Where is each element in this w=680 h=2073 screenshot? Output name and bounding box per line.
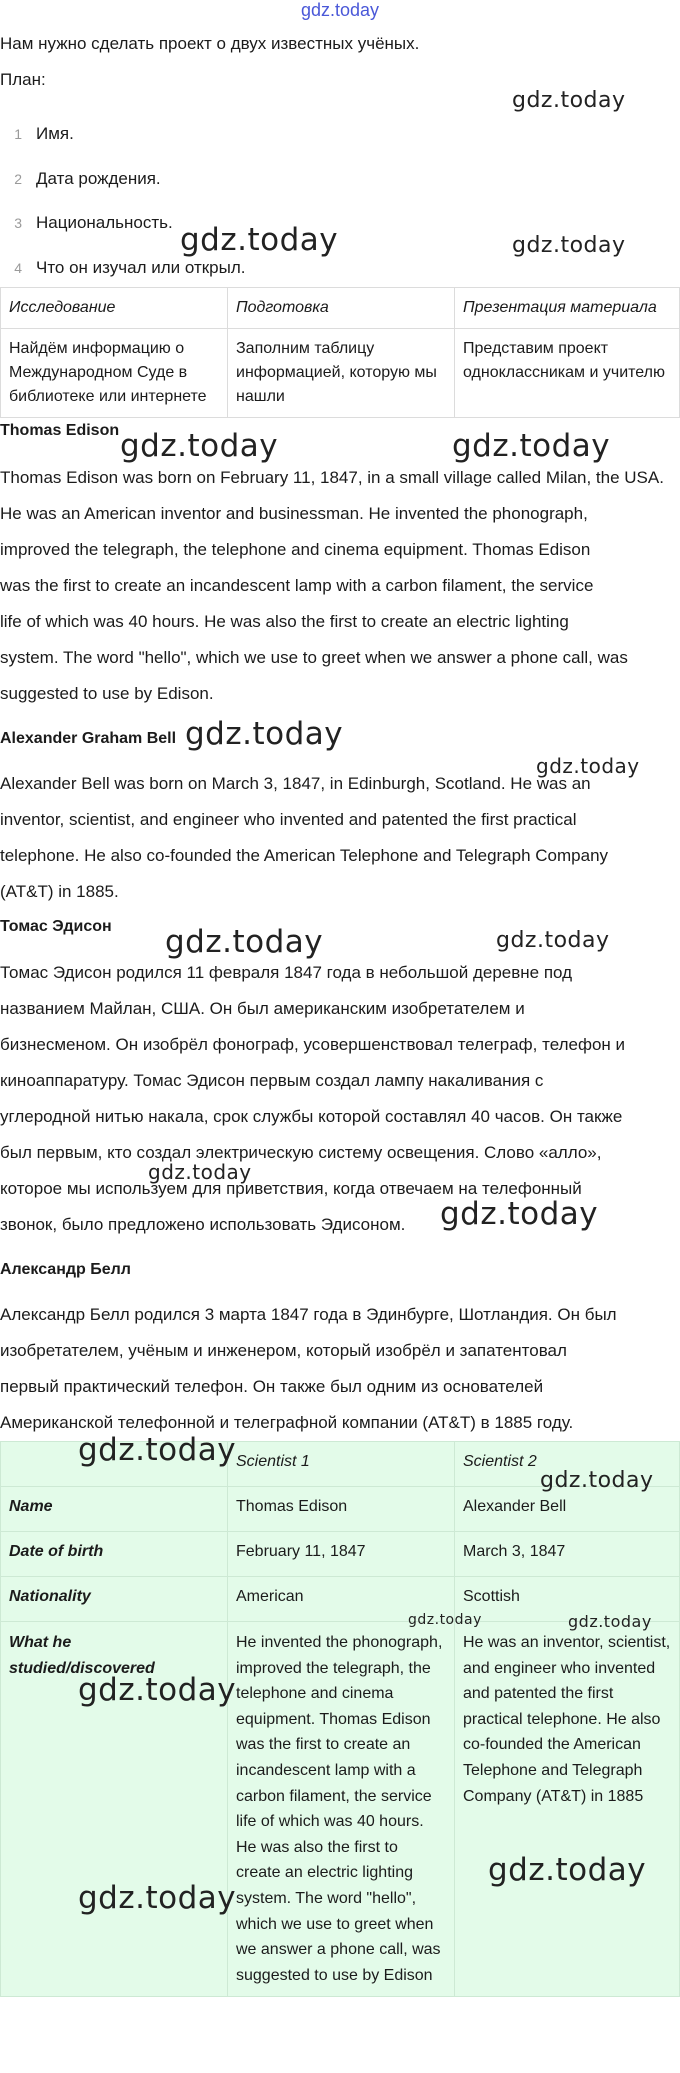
list-text: Национальность. bbox=[36, 213, 173, 232]
list-text: Имя. bbox=[36, 124, 74, 143]
text-line: He was an American inventor and businessman. He invented the phonograph, bbox=[0, 504, 588, 523]
plan-label: План: bbox=[0, 70, 46, 89]
table-key-cell: Name bbox=[1, 1487, 228, 1532]
table-key-cell: Nationality bbox=[1, 1577, 228, 1622]
text-line: inventor, scientist, and engineer who invented and patented the first practical bbox=[0, 810, 577, 829]
table-cell: Представим проект одноклассникам и учителю bbox=[455, 329, 680, 418]
watermark: gdz.today bbox=[496, 928, 610, 953]
watermark: gdz.today bbox=[148, 1160, 252, 1184]
text-line: Thomas Edison was born on February 11, 1847, in a small village called Milan, the USA. bbox=[0, 468, 664, 487]
table-header-cell: Презентация материала bbox=[455, 288, 680, 329]
section-heading-bell-en: Alexander Graham Bell bbox=[0, 730, 177, 747]
text-line: бизнесменом. Он изобрёл фонограф, усовершенствовал телеграф, телефон и bbox=[0, 1035, 626, 1054]
text-line: изобретателем, учёным и инженером, который изобрёл и запатентовал bbox=[0, 1341, 567, 1360]
text-line: которое мы используем для приветствия, когда отвечаем на телефонный bbox=[0, 1179, 582, 1198]
watermark: gdz.today bbox=[165, 924, 324, 960]
watermark: gdz.today bbox=[408, 1612, 482, 1628]
table-cell: Найдём информацию о Международном Суде в библиотеке или интернете bbox=[1, 329, 228, 418]
watermark: gdz.today bbox=[78, 1432, 237, 1468]
table-cell: He was an inventor, scientist, and engineer who invented and patented the first practical telephone. He also co-founded the American Telephone and Telegraph Company (AT&T) in 1885 bbox=[455, 1622, 680, 1997]
table-cell: Заполним таблицу информацией, которую мы нашли bbox=[228, 329, 455, 418]
table-cell: Alexander Bell bbox=[455, 1487, 680, 1532]
table-row bbox=[1, 1532, 680, 1577]
table-cell: Scottish bbox=[455, 1577, 680, 1622]
watermark: gdz.today bbox=[78, 1672, 237, 1708]
text-line: киноаппаратуру. Томас Эдисон первым создал лампу накаливания с bbox=[0, 1071, 544, 1090]
watermark: gdz.today bbox=[568, 1612, 652, 1631]
text-line: был первым, кто создал электрическую систему освещения. Слово «алло», bbox=[0, 1143, 602, 1162]
list-text: Дата рождения. bbox=[36, 169, 161, 188]
table-header-cell: Scientist 1 bbox=[228, 1442, 455, 1487]
text-line: звонок, было предложено использовать Эдисоном. bbox=[0, 1215, 406, 1234]
list-number: 1 bbox=[14, 126, 22, 142]
watermark: gdz.today bbox=[488, 1852, 647, 1888]
list-text: Что он изучал или открыл. bbox=[36, 258, 246, 277]
watermark: gdz.today bbox=[536, 754, 640, 778]
table-cell: American bbox=[228, 1577, 455, 1622]
list-number: 3 bbox=[14, 215, 22, 231]
watermark: gdz.today bbox=[512, 233, 626, 258]
table-key-cell: What he studied/discovered bbox=[1, 1622, 228, 1997]
table-key-cell: Date of birth bbox=[1, 1532, 228, 1577]
text-line: suggested to use by Edison. bbox=[0, 684, 214, 703]
watermark: gdz.today bbox=[440, 1196, 599, 1232]
table-header-row bbox=[1, 288, 680, 329]
list-number: 2 bbox=[14, 171, 22, 187]
text-line: Александр Белл родился 3 марта 1847 года в Эдинбурге, Шотландия. Он был bbox=[0, 1305, 617, 1324]
table-row bbox=[1, 1487, 680, 1532]
text-line: improved the telegraph, the telephone and cinema equipment. Thomas Edison bbox=[0, 540, 591, 559]
watermark: gdz.today bbox=[180, 222, 339, 258]
table-header-cell: Исследование bbox=[1, 288, 228, 329]
list-item bbox=[0, 161, 161, 197]
table-cell: February 11, 1847 bbox=[228, 1532, 455, 1577]
text-line: Томас Эдисон родился 11 февраля 1847 года в небольшой деревне под bbox=[0, 963, 573, 982]
intro-text: Нам нужно сделать проект о двух известных учёных. bbox=[0, 34, 420, 53]
bell-en-paragraph bbox=[0, 766, 680, 910]
table-row bbox=[1, 329, 680, 418]
watermark: gdz.today bbox=[452, 428, 611, 464]
watermark: gdz.today bbox=[78, 1880, 237, 1916]
watermark: gdz.today bbox=[512, 88, 626, 113]
watermark: gdz.today bbox=[185, 716, 344, 752]
list-item bbox=[0, 205, 173, 241]
bell-ru-paragraph bbox=[0, 1297, 680, 1441]
table-header-cell: Подготовка bbox=[228, 288, 455, 329]
table-cell: He invented the phonograph, improved the telegraph, the telephone and cinema equipment. Thomas Edison was the first to create an incandescent lamp with a carbon filament, the service life of which was 40 hours. He was also the first to create an electric lighting system. The word "hello", which we use to greet when we answer a phone call, was suggested to use by Edison bbox=[228, 1622, 455, 1997]
watermark: gdz.today bbox=[540, 1468, 654, 1493]
watermark: gdz.today bbox=[120, 428, 279, 464]
text-line: названием Майлан, США. Он был американским изобретателем и bbox=[0, 999, 525, 1018]
text-line: system. The word "hello", which we use to greet when we answer a phone call, was bbox=[0, 648, 628, 667]
header-watermark: gdz.today bbox=[300, 0, 380, 20]
project-table bbox=[0, 287, 680, 418]
text-line: первый практический телефон. Он также был одним из основателей bbox=[0, 1377, 544, 1396]
text-line: life of which was 40 hours. He was also the first to create an electric lighting bbox=[0, 612, 569, 631]
section-heading-bell-ru: Александр Белл bbox=[0, 1261, 131, 1278]
section-heading-edison-ru: Томас Эдисон bbox=[0, 918, 112, 935]
table-cell: March 3, 1847 bbox=[455, 1532, 680, 1577]
table-header-cell: Scientist 2 bbox=[455, 1442, 680, 1487]
edison-en-paragraph bbox=[0, 460, 680, 712]
text-line: Alexander Bell was born on March 3, 1847, in Edinburgh, Scotland. He was an bbox=[0, 774, 591, 793]
text-line: telephone. He also co-founded the American Telephone and Telegraph Company bbox=[0, 846, 609, 865]
text-line: Американской телефонной и телеграфной компании (AT&T) в 1885 году. bbox=[0, 1413, 574, 1432]
section-heading-edison-en: Thomas Edison bbox=[0, 422, 120, 439]
text-line: (AT&T) in 1885. bbox=[0, 882, 119, 901]
table-cell: Thomas Edison bbox=[228, 1487, 455, 1532]
list-item bbox=[0, 116, 74, 152]
text-line: was the first to create an incandescent lamp with a carbon filament, the service bbox=[0, 576, 594, 595]
text-line: углеродной нитью накала, срок службы которой составлял 40 часов. Он также bbox=[0, 1107, 623, 1126]
list-number: 4 bbox=[14, 260, 22, 276]
